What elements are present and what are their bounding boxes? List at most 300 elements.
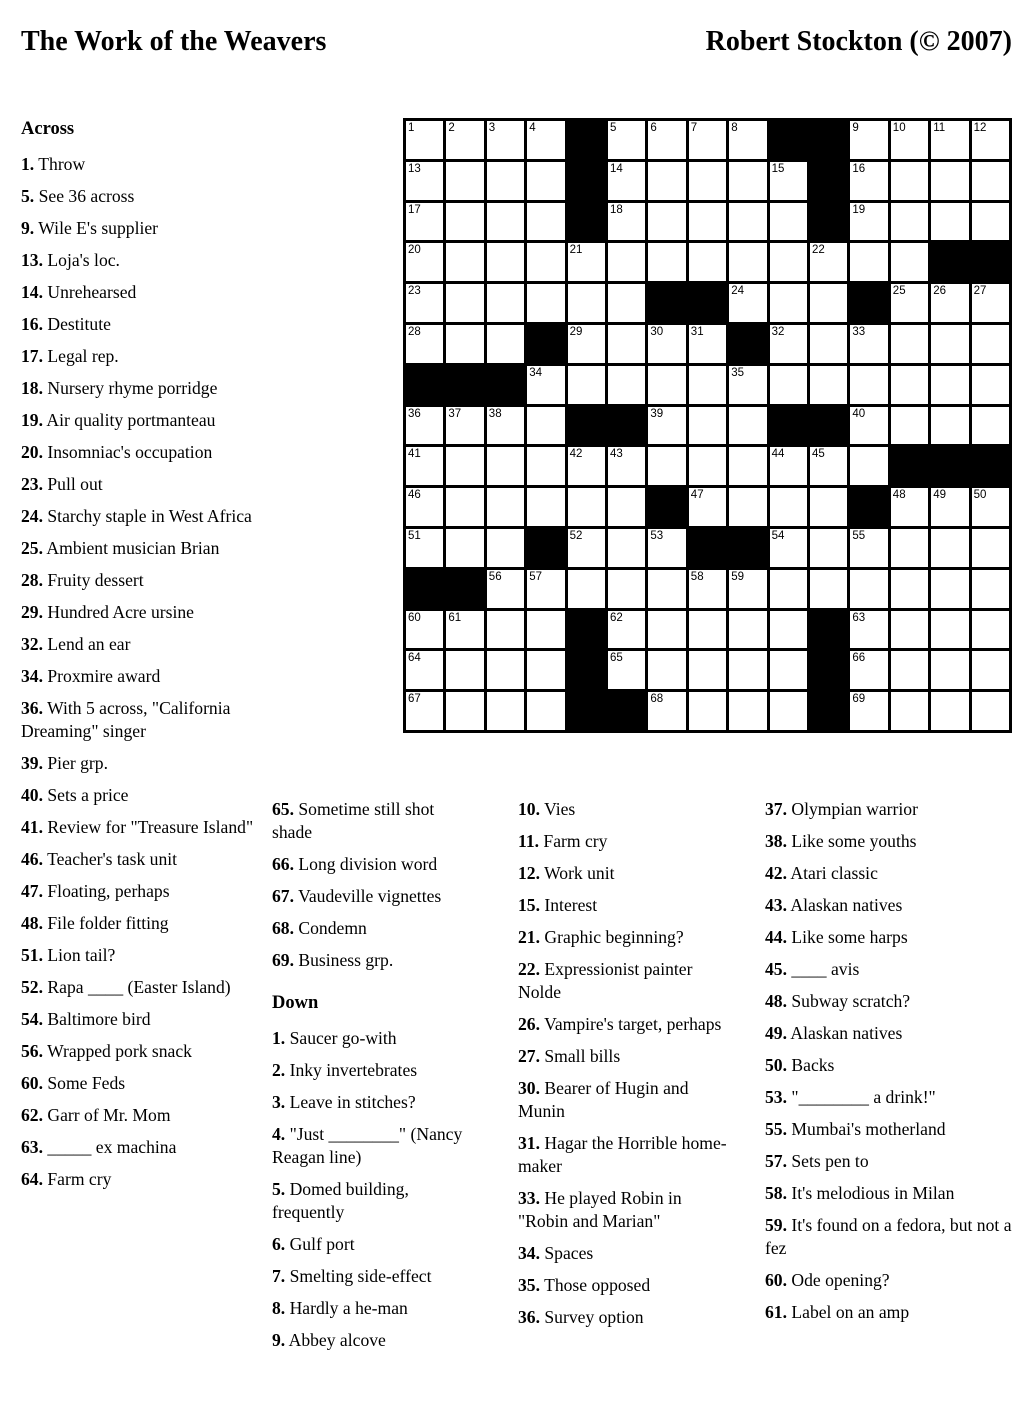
grid-black-cell [810, 611, 847, 649]
grid-cell[interactable] [648, 570, 685, 608]
grid-cell[interactable] [891, 284, 928, 322]
grid-black-cell [810, 407, 847, 445]
grid-cell[interactable] [891, 162, 928, 200]
grid-cell[interactable] [648, 529, 685, 567]
grid-cell[interactable] [850, 121, 887, 159]
grid-cell[interactable] [608, 611, 645, 649]
grid-cell[interactable] [527, 570, 564, 608]
grid-cell[interactable] [406, 488, 443, 526]
grid-cell[interactable] [446, 325, 483, 363]
clue-down-53: 53. "________ a drink!" [765, 1087, 936, 1107]
grid-cell[interactable] [729, 570, 766, 608]
clue-down-31: 31. Hagar the Horrible home-maker [518, 1133, 727, 1176]
clue-down-55: 55. Mumbai's motherland [765, 1119, 946, 1139]
grid-cell[interactable] [406, 284, 443, 322]
cell-number: 7 [690, 122, 698, 134]
grid-cell[interactable] [972, 284, 1009, 322]
cell-number: 35 [731, 366, 744, 379]
grid-cell[interactable] [810, 447, 847, 485]
grid-cell[interactable] [729, 162, 766, 200]
grid-cell[interactable] [931, 488, 968, 526]
cell-number: 56 [488, 570, 502, 583]
clue-across-67: 67. Vaudeville vignettes [272, 886, 442, 906]
grid-cell[interactable] [850, 243, 887, 281]
grid-cell[interactable] [770, 325, 807, 363]
clue-number: 27. [518, 1046, 540, 1066]
clue-across-63: 63. _____ ex machina [21, 1137, 177, 1157]
cell-number: 13 [408, 162, 421, 175]
clue-down-21: 21. Graphic beginning? [518, 927, 684, 947]
grid-cell[interactable] [729, 651, 766, 689]
grid-cell[interactable] [648, 407, 685, 445]
grid-cell[interactable] [487, 570, 524, 608]
grid-cell[interactable] [891, 488, 928, 526]
grid-cell[interactable] [729, 692, 766, 730]
grid-cell[interactable] [406, 529, 443, 567]
grid-cell[interactable] [972, 570, 1009, 608]
grid-cell[interactable] [931, 284, 968, 322]
clue-down-11: 11. Farm cry [518, 831, 608, 851]
grid-black-cell [689, 529, 726, 567]
clue-number: 44. [765, 927, 787, 947]
grid-cell[interactable] [406, 121, 443, 159]
grid-cell[interactable] [527, 447, 564, 485]
grid-cell[interactable] [487, 162, 524, 200]
grid-black-cell [810, 651, 847, 689]
clue-number: 66. [272, 854, 294, 874]
cell-number: 22 [812, 244, 825, 257]
grid-cell[interactable] [608, 651, 645, 689]
clue-across-34: 34. Proxmire award [21, 666, 161, 686]
grid-cell[interactable] [972, 366, 1009, 404]
grid-cell[interactable] [487, 407, 524, 445]
grid-cell[interactable] [850, 692, 887, 730]
grid-cell[interactable] [810, 366, 847, 404]
grid-cell[interactable] [891, 407, 928, 445]
clue-number: 46. [21, 849, 43, 869]
grid-cell[interactable] [850, 651, 887, 689]
grid-cell[interactable] [850, 570, 887, 608]
clue-down-6: 6. Gulf port [272, 1234, 355, 1254]
grid-cell[interactable] [770, 203, 807, 241]
cell-number: 63 [852, 611, 866, 624]
grid-cell[interactable] [446, 611, 483, 649]
clue-number: 58. [765, 1183, 787, 1203]
grid-cell[interactable] [689, 325, 726, 363]
cell-number: 49 [933, 489, 946, 502]
cell-number: 3 [488, 122, 496, 134]
clue-across-18: 18. Nursery rhyme porridge [21, 378, 218, 398]
grid-cell[interactable] [972, 121, 1009, 159]
grid-cell[interactable] [729, 488, 766, 526]
grid-cell[interactable] [689, 203, 726, 241]
grid-cell[interactable] [689, 488, 726, 526]
grid-cell[interactable] [850, 529, 887, 567]
grid-cell[interactable] [527, 611, 564, 649]
clue-across-14: 14. Unrehearsed [21, 282, 137, 302]
grid-cell[interactable] [608, 284, 645, 322]
grid-cell[interactable] [648, 366, 685, 404]
grid-cell[interactable] [648, 447, 685, 485]
grid-cell[interactable] [891, 611, 928, 649]
cell-number: 5 [610, 122, 617, 134]
grid-cell[interactable] [689, 611, 726, 649]
grid-cell[interactable] [487, 651, 524, 689]
grid-black-cell [931, 447, 968, 485]
cell-number: 68 [650, 693, 664, 706]
cell-number: 23 [408, 285, 421, 298]
grid-cell[interactable] [608, 366, 645, 404]
grid-cell[interactable] [810, 325, 847, 363]
grid-cell[interactable] [406, 447, 443, 485]
grid-cell[interactable] [931, 570, 968, 608]
clue-down-60: 60. Ode opening? [765, 1270, 890, 1290]
grid-black-cell [770, 121, 807, 159]
cell-number: 24 [731, 285, 744, 298]
grid-cell[interactable] [568, 488, 605, 526]
grid-cell[interactable] [931, 611, 968, 649]
grid-cell[interactable] [891, 651, 928, 689]
grid-cell[interactable] [689, 407, 726, 445]
grid-cell[interactable] [972, 325, 1009, 363]
clue-number: 67. [272, 886, 294, 906]
clue-number: 51. [21, 945, 43, 965]
grid-cell[interactable] [446, 488, 483, 526]
grid-cell[interactable] [648, 121, 685, 159]
grid-cell[interactable] [568, 570, 605, 608]
grid-cell[interactable] [770, 488, 807, 526]
grid-cell[interactable] [608, 162, 645, 200]
clue-number: 19. [21, 410, 43, 430]
grid-cell[interactable] [527, 651, 564, 689]
grid-cell[interactable] [608, 570, 645, 608]
clue-number: 31. [518, 1133, 540, 1153]
grid-cell[interactable] [568, 284, 605, 322]
grid-cell[interactable] [770, 651, 807, 689]
grid-cell[interactable] [527, 692, 564, 730]
grid-cell[interactable] [608, 203, 645, 241]
clue-down-45: 45. ____ avis [765, 959, 860, 979]
clue-column-4 [765, 798, 1015, 1333]
grid-cell[interactable] [648, 325, 685, 363]
clue-number: 33. [518, 1188, 540, 1208]
grid-cell[interactable] [770, 284, 807, 322]
clue-down-7: 7. Smelting side-effect [272, 1266, 432, 1286]
grid-cell[interactable] [770, 692, 807, 730]
grid-black-cell [568, 121, 605, 159]
grid-cell[interactable] [729, 121, 766, 159]
clue-number: 28. [21, 570, 43, 590]
clue-down-58: 58. It's melodious in Milan [765, 1183, 955, 1203]
grid-cell[interactable] [770, 570, 807, 608]
cell-number: 62 [610, 611, 623, 624]
grid-black-cell [568, 203, 605, 241]
grid-black-cell [406, 570, 443, 608]
grid-cell[interactable] [850, 407, 887, 445]
grid-cell[interactable] [891, 692, 928, 730]
grid-cell[interactable] [406, 243, 443, 281]
grid-cell[interactable] [446, 162, 483, 200]
clue-down-48: 48. Subway scratch? [765, 991, 911, 1011]
clue-number: 60. [765, 1270, 787, 1290]
clue-down-15: 15. Interest [518, 895, 598, 915]
clue-down-35: 35. Those opposed [518, 1275, 651, 1295]
grid-cell[interactable] [891, 570, 928, 608]
grid-cell[interactable] [972, 203, 1009, 241]
cell-number: 25 [892, 285, 906, 298]
grid-cell[interactable] [568, 447, 605, 485]
clue-down-61: 61. Label on an amp [765, 1302, 910, 1322]
grid-black-cell [850, 488, 887, 526]
grid-cell[interactable] [891, 243, 928, 281]
clue-number: 24. [21, 506, 43, 526]
grid-cell[interactable] [891, 325, 928, 363]
grid-cell[interactable] [972, 162, 1009, 200]
grid-cell[interactable] [487, 447, 524, 485]
grid-cell[interactable] [770, 366, 807, 404]
grid-cell[interactable] [608, 529, 645, 567]
grid-cell[interactable] [810, 488, 847, 526]
grid-cell[interactable] [527, 366, 564, 404]
clue-number: 54. [21, 1009, 43, 1029]
clue-number: 6. [272, 1234, 286, 1254]
grid-black-cell [527, 529, 564, 567]
grid-cell[interactable] [527, 243, 564, 281]
grid-cell[interactable] [608, 121, 645, 159]
cell-number: 37 [448, 407, 462, 420]
grid-cell[interactable] [406, 692, 443, 730]
grid-cell[interactable] [487, 284, 524, 322]
grid-cell[interactable] [568, 243, 605, 281]
clue-number: 52. [21, 977, 43, 997]
clue-number: 18. [21, 378, 43, 398]
clue-down-8: 8. Hardly a he-man [272, 1298, 408, 1318]
grid-cell[interactable] [729, 611, 766, 649]
grid-cell[interactable] [446, 651, 483, 689]
clue-number: 53. [765, 1087, 787, 1107]
grid-cell[interactable] [446, 121, 483, 159]
grid-cell[interactable] [972, 488, 1009, 526]
grid-cell[interactable] [931, 529, 968, 567]
grid-cell[interactable] [972, 692, 1009, 730]
clue-column-1 [21, 118, 254, 1200]
grid-cell[interactable] [972, 529, 1009, 567]
grid-cell[interactable] [446, 243, 483, 281]
grid-cell[interactable] [689, 447, 726, 485]
grid-cell[interactable] [527, 488, 564, 526]
cell-number: 2 [448, 122, 455, 134]
grid-cell[interactable] [770, 162, 807, 200]
grid-cell[interactable] [527, 407, 564, 445]
grid-cell[interactable] [568, 366, 605, 404]
cell-number: 12 [973, 122, 987, 134]
grid-cell[interactable] [406, 651, 443, 689]
grid-cell[interactable] [648, 692, 685, 730]
grid-black-cell [446, 570, 483, 608]
grid-cell[interactable] [689, 162, 726, 200]
grid-black-cell [972, 447, 1009, 485]
grid-cell[interactable] [689, 243, 726, 281]
clue-down-27: 27. Small bills [518, 1046, 621, 1066]
grid-cell[interactable] [487, 203, 524, 241]
grid-cell[interactable] [406, 611, 443, 649]
grid-cell[interactable] [406, 203, 443, 241]
cell-number: 65 [610, 652, 623, 665]
grid-cell[interactable] [487, 243, 524, 281]
grid-cell[interactable] [446, 284, 483, 322]
grid-black-cell [810, 121, 847, 159]
grid-cell[interactable] [406, 325, 443, 363]
grid-cell[interactable] [689, 570, 726, 608]
cell-number: 15 [771, 162, 785, 175]
grid-cell[interactable] [446, 203, 483, 241]
grid-black-cell [729, 325, 766, 363]
grid-cell[interactable] [689, 651, 726, 689]
grid-black-cell [568, 162, 605, 200]
grid-cell[interactable] [810, 570, 847, 608]
grid-cell[interactable] [810, 529, 847, 567]
grid-cell[interactable] [770, 447, 807, 485]
grid-cell[interactable] [972, 611, 1009, 649]
grid-cell[interactable] [406, 407, 443, 445]
grid-cell[interactable] [608, 447, 645, 485]
clue-number: 56. [21, 1041, 43, 1061]
grid-cell[interactable] [729, 407, 766, 445]
grid-cell[interactable] [770, 611, 807, 649]
clue-down-34: 34. Spaces [518, 1243, 594, 1263]
grid-cell[interactable] [446, 447, 483, 485]
grid-cell[interactable] [850, 611, 887, 649]
grid-cell[interactable] [608, 325, 645, 363]
clue-across-56: 56. Wrapped pork snack [21, 1041, 192, 1061]
grid-cell[interactable] [850, 162, 887, 200]
grid-cell[interactable] [810, 243, 847, 281]
grid-black-cell [568, 692, 605, 730]
clue-number: 34. [518, 1243, 540, 1263]
grid-cell[interactable] [648, 243, 685, 281]
clue-number: 4. [272, 1124, 286, 1144]
grid-black-cell [850, 284, 887, 322]
clue-number: 15. [518, 895, 540, 915]
grid-cell[interactable] [850, 447, 887, 485]
clue-down-12: 12. Work unit [518, 863, 615, 883]
grid-cell[interactable] [446, 407, 483, 445]
cell-number: 31 [690, 325, 704, 338]
grid-cell[interactable] [487, 529, 524, 567]
grid-cell[interactable] [487, 121, 524, 159]
cell-number: 48 [892, 489, 906, 502]
clue-column-3 [518, 798, 732, 1338]
cell-number: 60 [408, 611, 421, 624]
page-header [21, 26, 1012, 58]
cell-number: 58 [690, 570, 704, 583]
grid-cell[interactable] [972, 407, 1009, 445]
grid-cell[interactable] [648, 611, 685, 649]
grid-cell[interactable] [850, 366, 887, 404]
cell-number: 20 [408, 244, 421, 257]
grid-cell[interactable] [406, 162, 443, 200]
grid-cell[interactable] [850, 325, 887, 363]
cell-number: 50 [973, 489, 987, 502]
clue-across-16: 16. Destitute [21, 314, 111, 334]
grid-cell[interactable] [729, 203, 766, 241]
cell-number: 54 [771, 529, 785, 542]
clue-number: 12. [518, 863, 540, 883]
clue-across-51: 51. Lion tail? [21, 945, 116, 965]
grid-cell[interactable] [729, 284, 766, 322]
grid-cell[interactable] [689, 692, 726, 730]
clue-number: 57. [765, 1151, 787, 1171]
grid-cell[interactable] [487, 692, 524, 730]
grid-cell[interactable] [729, 243, 766, 281]
clue-down-3: 3. Leave in stitches? [272, 1092, 416, 1112]
cell-number: 51 [408, 529, 421, 542]
grid-cell[interactable] [608, 243, 645, 281]
grid-cell[interactable] [931, 162, 968, 200]
clue-number: 68. [272, 918, 294, 938]
grid-cell[interactable] [648, 203, 685, 241]
clue-down-4: 4. "Just ________" (Nancy Reagan line) [272, 1124, 463, 1167]
clue-number: 38. [765, 831, 787, 851]
grid-cell[interactable] [931, 325, 968, 363]
grid-black-cell [648, 284, 685, 322]
clue-across-5: 5. See 36 across [21, 186, 135, 206]
grid-cell[interactable] [891, 203, 928, 241]
grid-cell[interactable] [568, 325, 605, 363]
grid-cell[interactable] [568, 529, 605, 567]
clue-across-62: 62. Garr of Mr. Mom [21, 1105, 171, 1125]
grid-cell[interactable] [931, 121, 968, 159]
grid-cell[interactable] [689, 366, 726, 404]
clue-number: 8. [272, 1298, 286, 1318]
grid-cell[interactable] [648, 651, 685, 689]
grid-cell[interactable] [446, 692, 483, 730]
grid-cell[interactable] [729, 366, 766, 404]
grid-cell[interactable] [931, 692, 968, 730]
grid-cell[interactable] [729, 447, 766, 485]
grid-cell[interactable] [931, 407, 968, 445]
clue-number: 60. [21, 1073, 43, 1093]
grid-cell[interactable] [487, 325, 524, 363]
grid-cell[interactable] [770, 529, 807, 567]
clue-number: 32. [21, 634, 43, 654]
grid-cell[interactable] [446, 529, 483, 567]
clue-across-40: 40. Sets a price [21, 785, 129, 805]
clue-number: 61. [765, 1302, 787, 1322]
grid-cell[interactable] [931, 203, 968, 241]
grid-cell[interactable] [891, 529, 928, 567]
grid-cell[interactable] [487, 611, 524, 649]
grid-cell[interactable] [931, 366, 968, 404]
grid-cell[interactable] [972, 651, 1009, 689]
grid-cell[interactable] [527, 121, 564, 159]
grid-cell[interactable] [891, 366, 928, 404]
clue-across-13: 13. Loja's loc. [21, 250, 120, 270]
grid-cell[interactable] [810, 284, 847, 322]
grid-cell[interactable] [527, 162, 564, 200]
grid-cell[interactable] [527, 284, 564, 322]
grid-cell[interactable] [770, 243, 807, 281]
grid-cell[interactable] [689, 121, 726, 159]
grid-cell[interactable] [487, 488, 524, 526]
clue-number: 36. [21, 698, 43, 718]
grid-cell[interactable] [850, 203, 887, 241]
grid-cell[interactable] [931, 651, 968, 689]
grid-cell[interactable] [891, 121, 928, 159]
grid-cell[interactable] [648, 162, 685, 200]
grid-cell[interactable] [527, 203, 564, 241]
grid-cell[interactable] [608, 488, 645, 526]
